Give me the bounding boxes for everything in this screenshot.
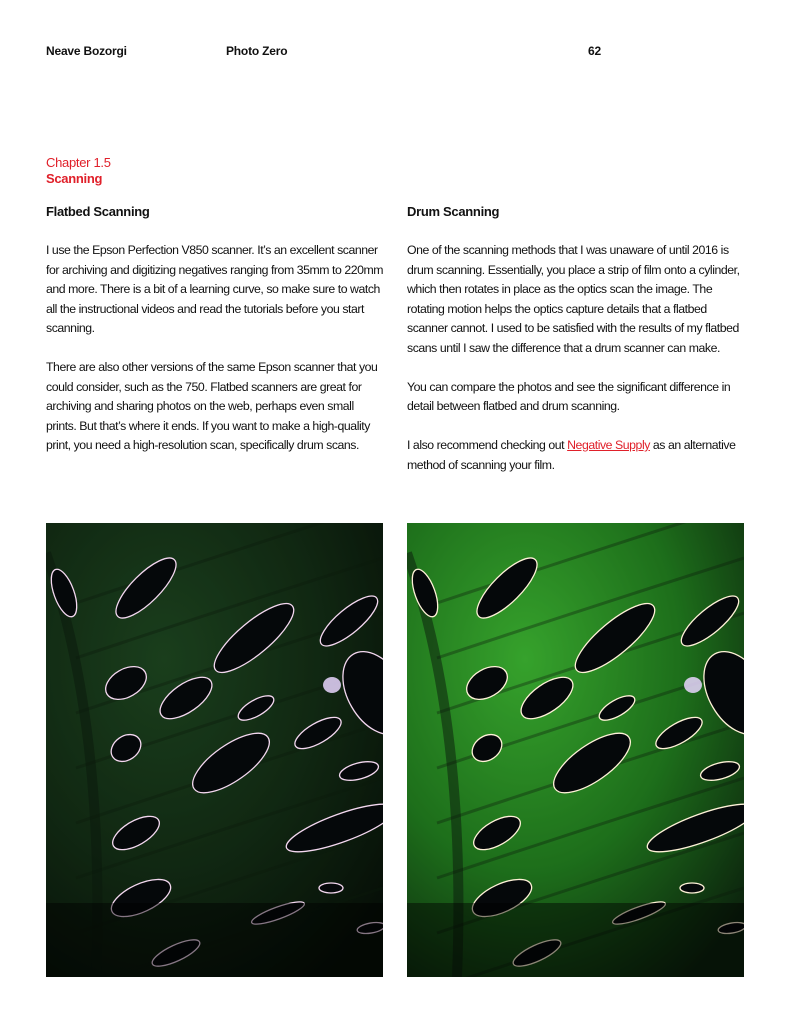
recommend-text-end: as an alternative method of scanning your film. [407,438,736,472]
page-number: 62 [588,44,601,58]
monstera-leaf-image [407,523,744,977]
monstera-leaf-image [46,523,383,977]
flatbed-column [46,203,386,475]
drum-column [407,203,747,495]
drum-paragraph: You can compare the photos and see the significant difference in detail between flatbed and drum scanning. [407,379,731,413]
drum-heading: Drum Scanning [407,204,500,219]
chapter-number: Chapter 1.5 [46,155,111,170]
header-author: Neave Bozorgi [46,44,127,58]
negative-supply-link[interactable]: Negative Supply [567,438,650,452]
drum-paragraph: One of the scanning methods that I was unaware of until 2016 is drum scanning. Essentially, you place a strip of film onto a cylinder, which then rotates in place as the optics scan the image. The rotating motion helps the optics capture details that a flatbed scanner cannot. I used to be satisfied with the results of my flatbed scans until I saw the difference that a drum scanner can make. [407,243,740,355]
flatbed-heading: Flatbed Scanning [46,204,150,219]
flatbed-paragraph: I use the Epson Perfection V850 scanner. It’s an excellent scanner for archiving and digitizing negatives ranging from 35mm to 220mm and more. There is a bit of a learning curve, so make sure to watch all the instructional videos and read the tutorials before you start scanning. [46,243,384,335]
header-book-title: Photo Zero [226,44,288,58]
flatbed-paragraph: There are also other versions of the same Epson scanner that you could consider, such as the 750. Flatbed scanners are great for archiving and sharing photos on the web, perhaps even small prints. But that’s where it ends. If you want to make a high-quality print, you need a high-resolution scan, specifically drum scans. [46,360,378,452]
drum-scan-photo [407,523,744,977]
chapter-heading [46,155,111,187]
flatbed-scan-photo [46,523,383,977]
recommend-text: I also recommend checking out [407,438,568,452]
chapter-title: Scanning [46,171,103,186]
drum-paragraph [407,436,747,475]
